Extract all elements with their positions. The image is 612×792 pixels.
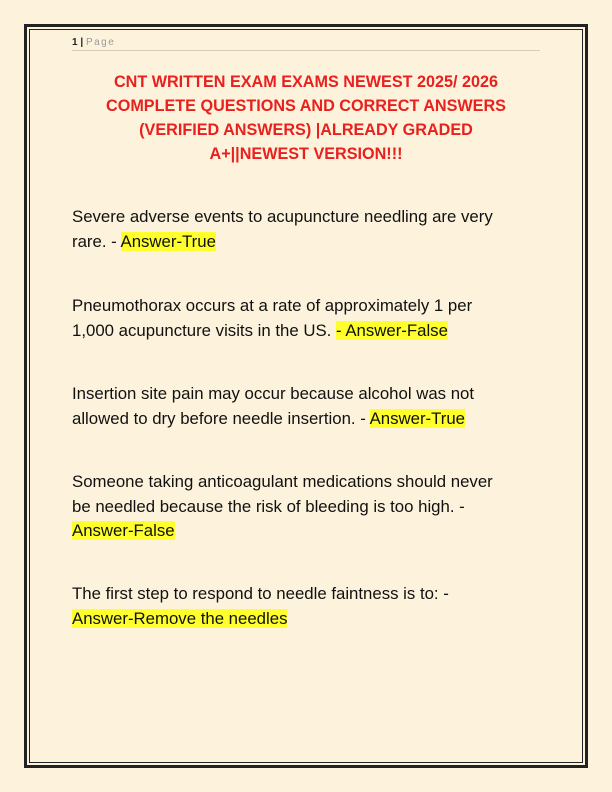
question-text: rare. -	[72, 231, 121, 251]
question-text: 1,000 acupuncture visits in the US.	[72, 320, 336, 340]
qa-item-5	[72, 582, 542, 631]
page-number: 1	[72, 37, 78, 48]
title-line-1: CNT WRITTEN EXAM EXAMS NEWEST 2025/ 2026	[113, 73, 499, 91]
answer-highlight: Answer-False	[72, 521, 175, 540]
page-label: Page	[85, 37, 116, 48]
page-separator: |	[80, 37, 84, 48]
answer-highlight: Answer-Remove the needles	[72, 608, 288, 628]
title-line-3: (VERIFIED ANSWERS) |ALREADY GRADED	[139, 121, 473, 139]
answer-highlight: Answer-True	[120, 231, 216, 251]
qa-item-4	[72, 470, 542, 544]
qa-item-2	[72, 294, 542, 343]
answer-line	[72, 607, 542, 632]
question-line: Insertion site pain may occur because alcohol was not	[72, 384, 475, 403]
answer-line	[72, 519, 542, 544]
question-line	[72, 407, 542, 432]
question-line: The first step to respond to needle faintness is to: -	[72, 584, 449, 603]
title-line-4: A+||NEWEST VERSION!!!	[209, 145, 403, 163]
question-line: Pneumothorax occurs at a rate of approximately 1 per	[72, 296, 473, 315]
question-line	[72, 319, 542, 344]
answer-highlight: Answer-True	[369, 408, 466, 428]
question-line: be needled because the risk of bleeding is too high. -	[72, 496, 465, 516]
question-line: Severe adverse events to acupuncture needling are very	[72, 207, 493, 226]
question-text: allowed to dry before needle insertion. -	[72, 408, 370, 428]
qa-item-3	[72, 382, 542, 431]
page-header	[72, 36, 540, 51]
qa-item-1	[72, 205, 542, 254]
document-title	[72, 70, 540, 166]
question-line: Someone taking anticoagulant medications should never	[72, 472, 493, 491]
title-line-2: COMPLETE QUESTIONS AND CORRECT ANSWERS	[106, 97, 506, 115]
question-line	[72, 230, 542, 255]
answer-highlight: - Answer-False	[336, 320, 448, 340]
